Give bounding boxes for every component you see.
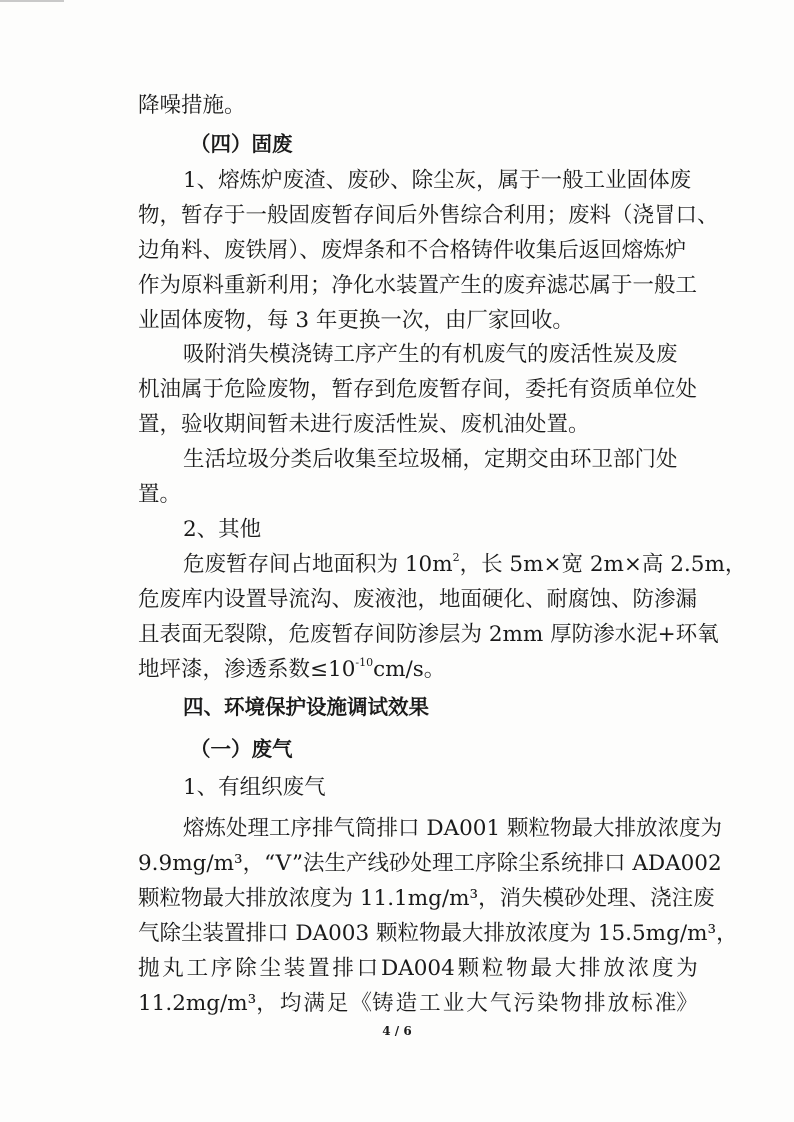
text-line: 降噪措施。 [138,93,246,118]
text-line: 熔炼处理工序排气筒排口 DA001 颗粒物最大排放浓度为 [183,816,722,841]
word: 《铸 [350,991,394,1016]
text-fragment: 危废暂存间占地面积为 10m [183,552,453,577]
word: 大 [466,991,488,1016]
text-line: 作为原料重新利用；净化水装置产生的废弃滤芯属于一般工 [138,273,698,298]
word: 序 [210,956,233,981]
section-heading-solid-waste: （四）固废 [190,132,293,156]
word: 装 [283,956,306,981]
word: 度 [651,956,674,981]
justified-text-line [138,989,698,1019]
word: 物 [560,991,583,1016]
text-line: 1、熔炼炉废渣、废砂、除尘灰，属于一般工业固体废 [183,168,692,193]
scan-edge-mark [0,0,64,2]
word: 浓 [627,956,650,981]
superscript: -10 [355,656,374,669]
word: 造 [395,991,418,1016]
word: 尘 [259,956,281,981]
word: 为 [676,956,698,981]
text-fragment: ，长 5m×宽 2m×高 2.5m， [459,552,747,577]
word: 业 [442,991,465,1016]
text-line: 2、其他 [183,517,262,542]
text-line: 业固体废物，每 3 年更换一次，由厂家回收。 [138,308,574,333]
word: 排 [584,991,606,1016]
superscript: 2 [452,551,460,564]
text-line: 生活垃圾分类后收集至垃圾桶，定期交由环卫部门处 [183,447,678,472]
word: 满 [303,991,325,1016]
word: 准》 [654,991,698,1016]
word: 均 [279,991,302,1016]
text-line [138,655,698,685]
word: 除 [235,956,257,981]
word: 工 [419,991,441,1016]
text-line: 边角料、废铁屑）、废焊条和不合格铸件收集后返回熔炼炉 [138,238,687,263]
section-heading-env-protection: 四、环境保护设施调试效果 [183,695,429,719]
word: 大 [554,956,577,981]
word: 放 [607,991,630,1016]
text-line: 危废库内设置导流沟、废液池，地面硬化、耐腐蚀、防渗漏 [138,587,698,612]
word: 排 [579,956,601,981]
word: 丸 [162,956,184,981]
word: 足 [326,991,349,1016]
word: 工 [186,956,209,981]
word: 口 [356,956,379,981]
text-line: 置，验收期间暂未进行废活性炭、废机油处置。 [138,412,590,437]
text-line: 且表面无裂隙，危废暂存间防渗层为 2mm 厚防渗水泥+环氧 [138,622,719,647]
text-line [183,550,747,580]
justified-text-line [138,954,698,984]
text-line: 1、有组织废气 [183,775,326,800]
word: 颗 [457,956,480,981]
word: 气 [489,991,512,1016]
word: 标 [631,991,653,1016]
word: 置 [308,956,330,981]
text-line: 气除尘装置排口 DA003 颗粒物最大排放浓度为 15.5mg/m³， [138,921,738,946]
word: 最 [530,956,552,981]
text-fragment: 地坪漆，渗透系数≤10 [138,657,356,682]
word: 11.2mg/m³， [138,991,278,1016]
text-fragment: cm/s。 [373,657,446,682]
text-line: 颗粒物最大排放浓度为 11.1mg/m³，消失模砂处理、浇注废 [138,886,715,911]
section-heading-exhaust-gas: （一）废气 [190,737,293,761]
text-line: 吸附消失模浇铸工序产生的有机废气的废活性炭及废 [183,342,678,367]
word: DA004 [380,956,455,981]
word: 污 [513,991,535,1016]
word: 物 [506,956,528,981]
page-number: 4 / 6 [382,1024,412,1038]
word: 排 [332,956,354,981]
text-line: 9.9mg/m³，“V”法生产线砂处理工序除尘系统排口 ADA002 [138,851,722,876]
word: 抛 [138,956,160,981]
word: 粒 [481,956,504,981]
text-line: 机油属于危险废物，暂存到危废暂存间，委托有资质单位处 [138,377,698,402]
word: 放 [603,956,625,981]
word: 染 [536,991,559,1016]
text-line: 物，暂存于一般固废暂存间后外售综合利用；废料（浇冒口、 [138,203,719,228]
text-line: 置。 [138,482,182,507]
